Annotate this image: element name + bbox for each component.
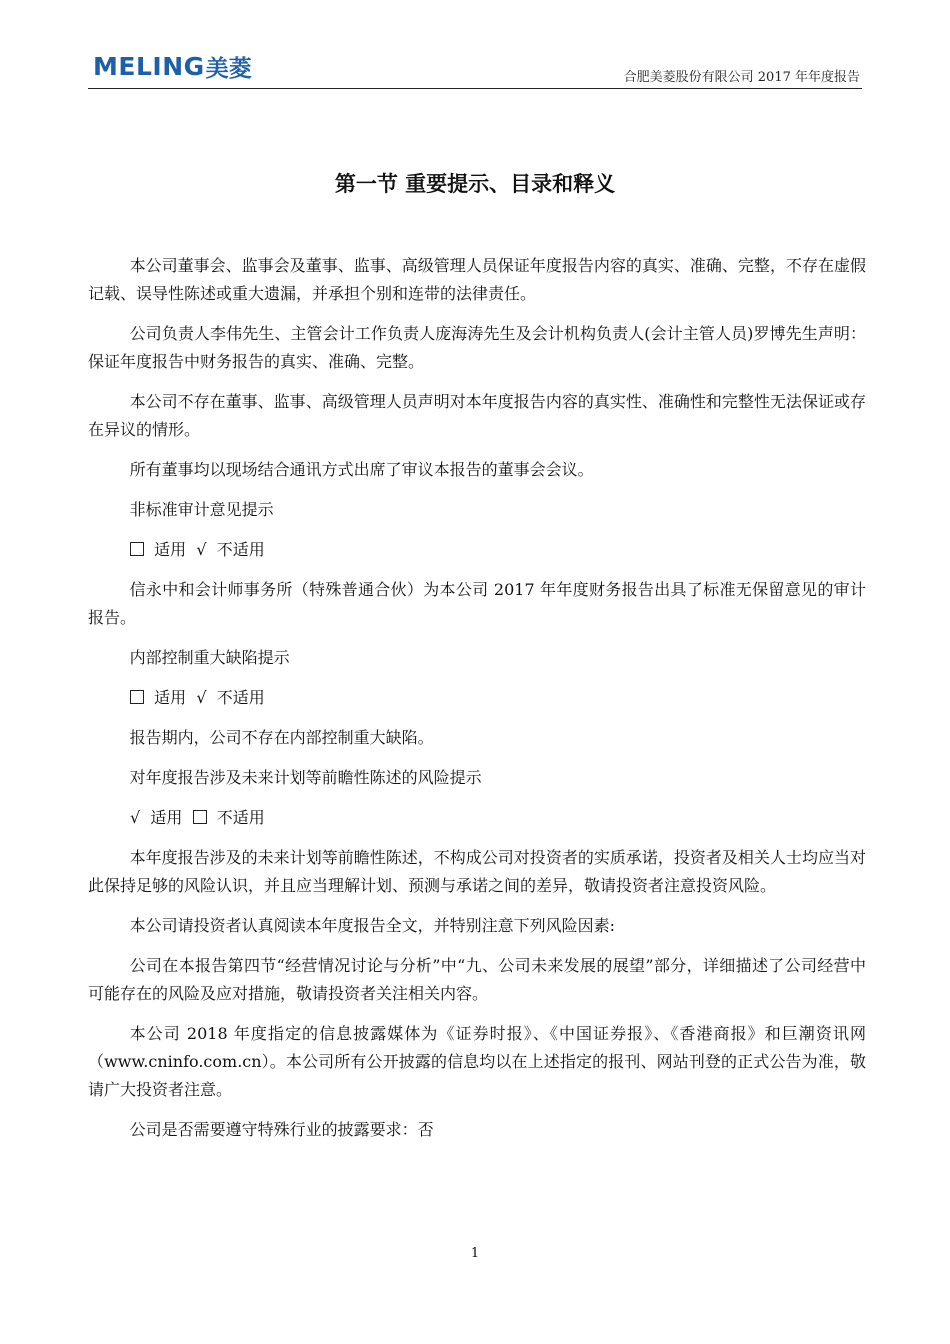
- check-mark-icon: √: [196, 688, 207, 707]
- option-not-applicable: 不适用: [216, 688, 265, 707]
- option-applicable: 适用: [154, 540, 187, 559]
- report-header-title: 合肥美菱股份有限公司 2017 年年度报告: [623, 70, 860, 85]
- paragraph-forward-looking-statement: 本年度报告涉及的未来计划等前瞻性陈述，不构成公司对投资者的实质承诺，投资者及相关人士均应当对此保持足够的风险认识，并且应当理解计划、预测与承诺之间的差异，敬请投资者注意投资风险。: [88, 848, 866, 895]
- paragraph-no-control-defect: 报告期内，公司不存在内部控制重大缺陷。: [129, 728, 434, 747]
- paragraph-no-objection: 本公司不存在董事、监事、高级管理人员声明对本年度报告内容的真实性、准确性和完整性无法保证或存在异议的情形。: [88, 392, 866, 439]
- page-number: 1: [470, 1246, 480, 1261]
- option-row-audit: [88, 536, 866, 564]
- document-body: [88, 252, 866, 1156]
- section-title: 第一节 重要提示、目录和释义: [334, 172, 616, 196]
- logo-cjk-text: 美菱: [205, 55, 252, 82]
- logo-latin-text: MELING: [93, 51, 205, 81]
- paragraph-read-carefully: 本公司请投资者认真阅读本年度报告全文，并特别注意下列风险因素:: [129, 916, 615, 935]
- option-not-applicable: 不适用: [216, 540, 265, 559]
- meling-logo: [93, 52, 252, 80]
- check-mark-icon: √: [196, 540, 207, 559]
- unchecked-box-icon: [130, 690, 144, 704]
- paragraph-directors-attendance: 所有董事均以现场结合通讯方式出席了审议本报告的董事会会议。: [129, 460, 594, 479]
- paragraph-risk-section-reference: 公司在本报告第四节“经营情况讨论与分析”中“九、公司未来发展的展望”部分，详细描述了公司经营中可能存在的风险及应对措施，敬请投资者关注相关内容。: [88, 956, 866, 1003]
- unchecked-box-icon: [193, 810, 207, 824]
- heading-non-standard-audit: 非标准审计意见提示: [129, 500, 274, 519]
- page-header: [88, 50, 862, 89]
- heading-internal-control: 内部控制重大缺陷提示: [129, 648, 290, 667]
- heading-forward-looking-risk: 对年度报告涉及未来计划等前瞻性陈述的风险提示: [129, 768, 482, 787]
- paragraph-board-guarantee: 本公司董事会、监事会及董事、监事、高级管理人员保证年度报告内容的真实、准确、完整，不存在虚假记载、误导性陈述或重大遗漏，并承担个别和连带的法律责任。: [88, 256, 866, 303]
- option-applicable: 适用: [154, 688, 187, 707]
- option-row-internal-control: [88, 684, 866, 712]
- paragraph-responsible-persons: 公司负责人李伟先生、主管会计工作负责人庞海涛先生及会计机构负责人(会计主管人员)罗博先生声明：保证年度报告中财务报告的真实、准确、完整。: [88, 324, 866, 371]
- paragraph-audit-opinion: 信永中和会计师事务所（特殊普通合伙）为本公司 2017 年年度财务报告出具了标准无保留意见的审计报告。: [88, 580, 866, 627]
- paragraph-disclosure-media: 本公司 2018 年度指定的信息披露媒体为《证券时报》、《中国证券报》、《香港商报》和巨潮资讯网（www.cninfo.com.cn）。本公司所有公开披露的信息均以在上述指定的报刊、网站刊登的正式公告为准，敬请广大投资者注意。: [88, 1024, 866, 1099]
- option-row-forward-looking: [88, 804, 866, 832]
- check-mark-icon: √: [130, 808, 141, 827]
- paragraph-special-industry: 公司是否需要遵守特殊行业的披露要求：否: [129, 1120, 434, 1139]
- unchecked-box-icon: [130, 542, 144, 556]
- option-applicable: 适用: [150, 808, 183, 827]
- option-not-applicable: 不适用: [216, 808, 265, 827]
